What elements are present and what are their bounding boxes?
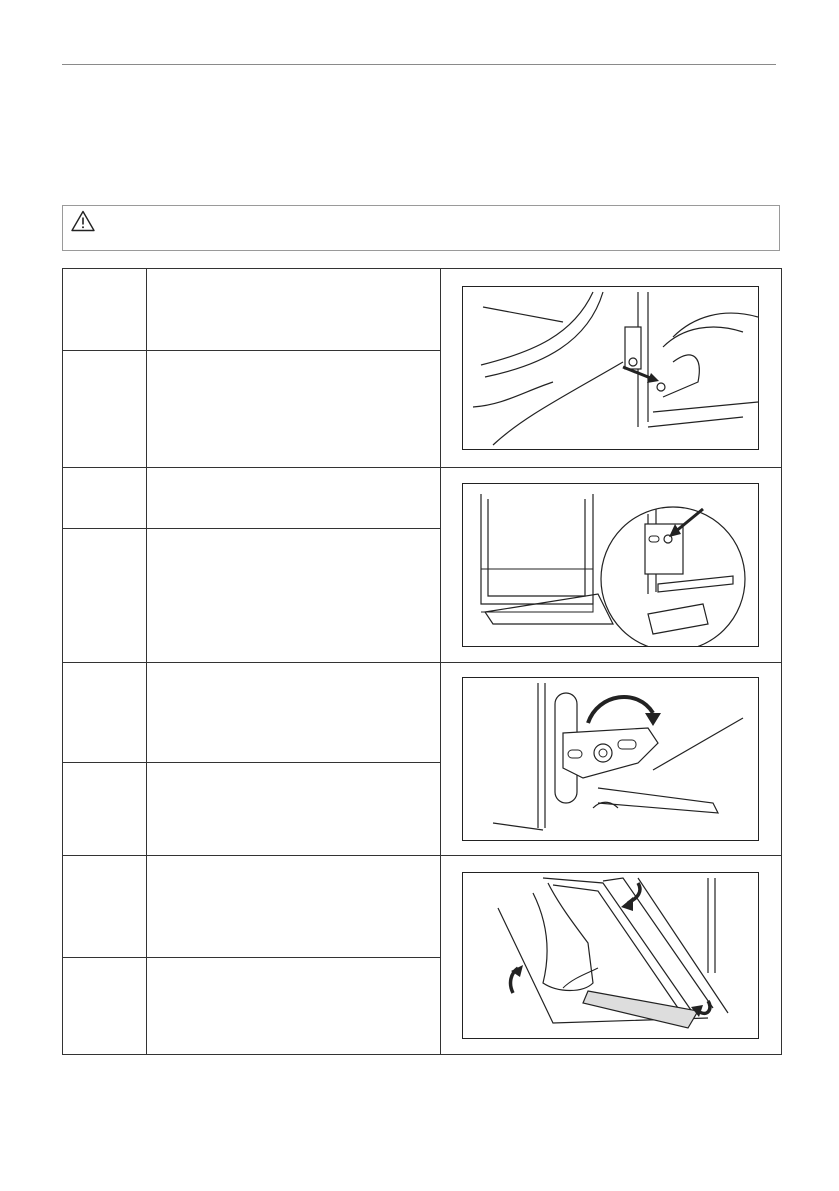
door-lift-illustration	[462, 872, 759, 1039]
step-number	[63, 958, 147, 1055]
step-text	[147, 958, 440, 1055]
hinge-lever-rotate-illustration	[462, 677, 759, 841]
warning-box	[62, 205, 780, 251]
step-text	[147, 663, 440, 763]
step-text	[147, 468, 440, 529]
table-row	[63, 269, 782, 351]
step-number	[63, 468, 147, 529]
header-rule	[62, 64, 776, 65]
step-number	[63, 529, 147, 663]
screwdriver-hinge-illustration	[462, 286, 759, 450]
table-row	[63, 856, 782, 958]
illustration-cell	[440, 468, 781, 663]
illustration-cell	[440, 856, 781, 1055]
step-text	[147, 856, 440, 958]
table-row	[63, 468, 782, 529]
step-number	[63, 663, 147, 763]
step-number	[63, 763, 147, 856]
illustration-cell	[440, 663, 781, 856]
step-number	[63, 856, 147, 958]
step-text	[147, 529, 440, 663]
warning-triangle-icon	[71, 210, 95, 232]
step-number	[63, 269, 147, 351]
step-text	[147, 763, 440, 856]
steps-table	[62, 268, 782, 1055]
step-number	[63, 351, 147, 468]
step-text	[147, 351, 440, 468]
table-row	[63, 663, 782, 763]
step-text	[147, 269, 440, 351]
hinge-lock-detail-illustration	[462, 483, 759, 647]
illustration-cell	[440, 269, 781, 468]
